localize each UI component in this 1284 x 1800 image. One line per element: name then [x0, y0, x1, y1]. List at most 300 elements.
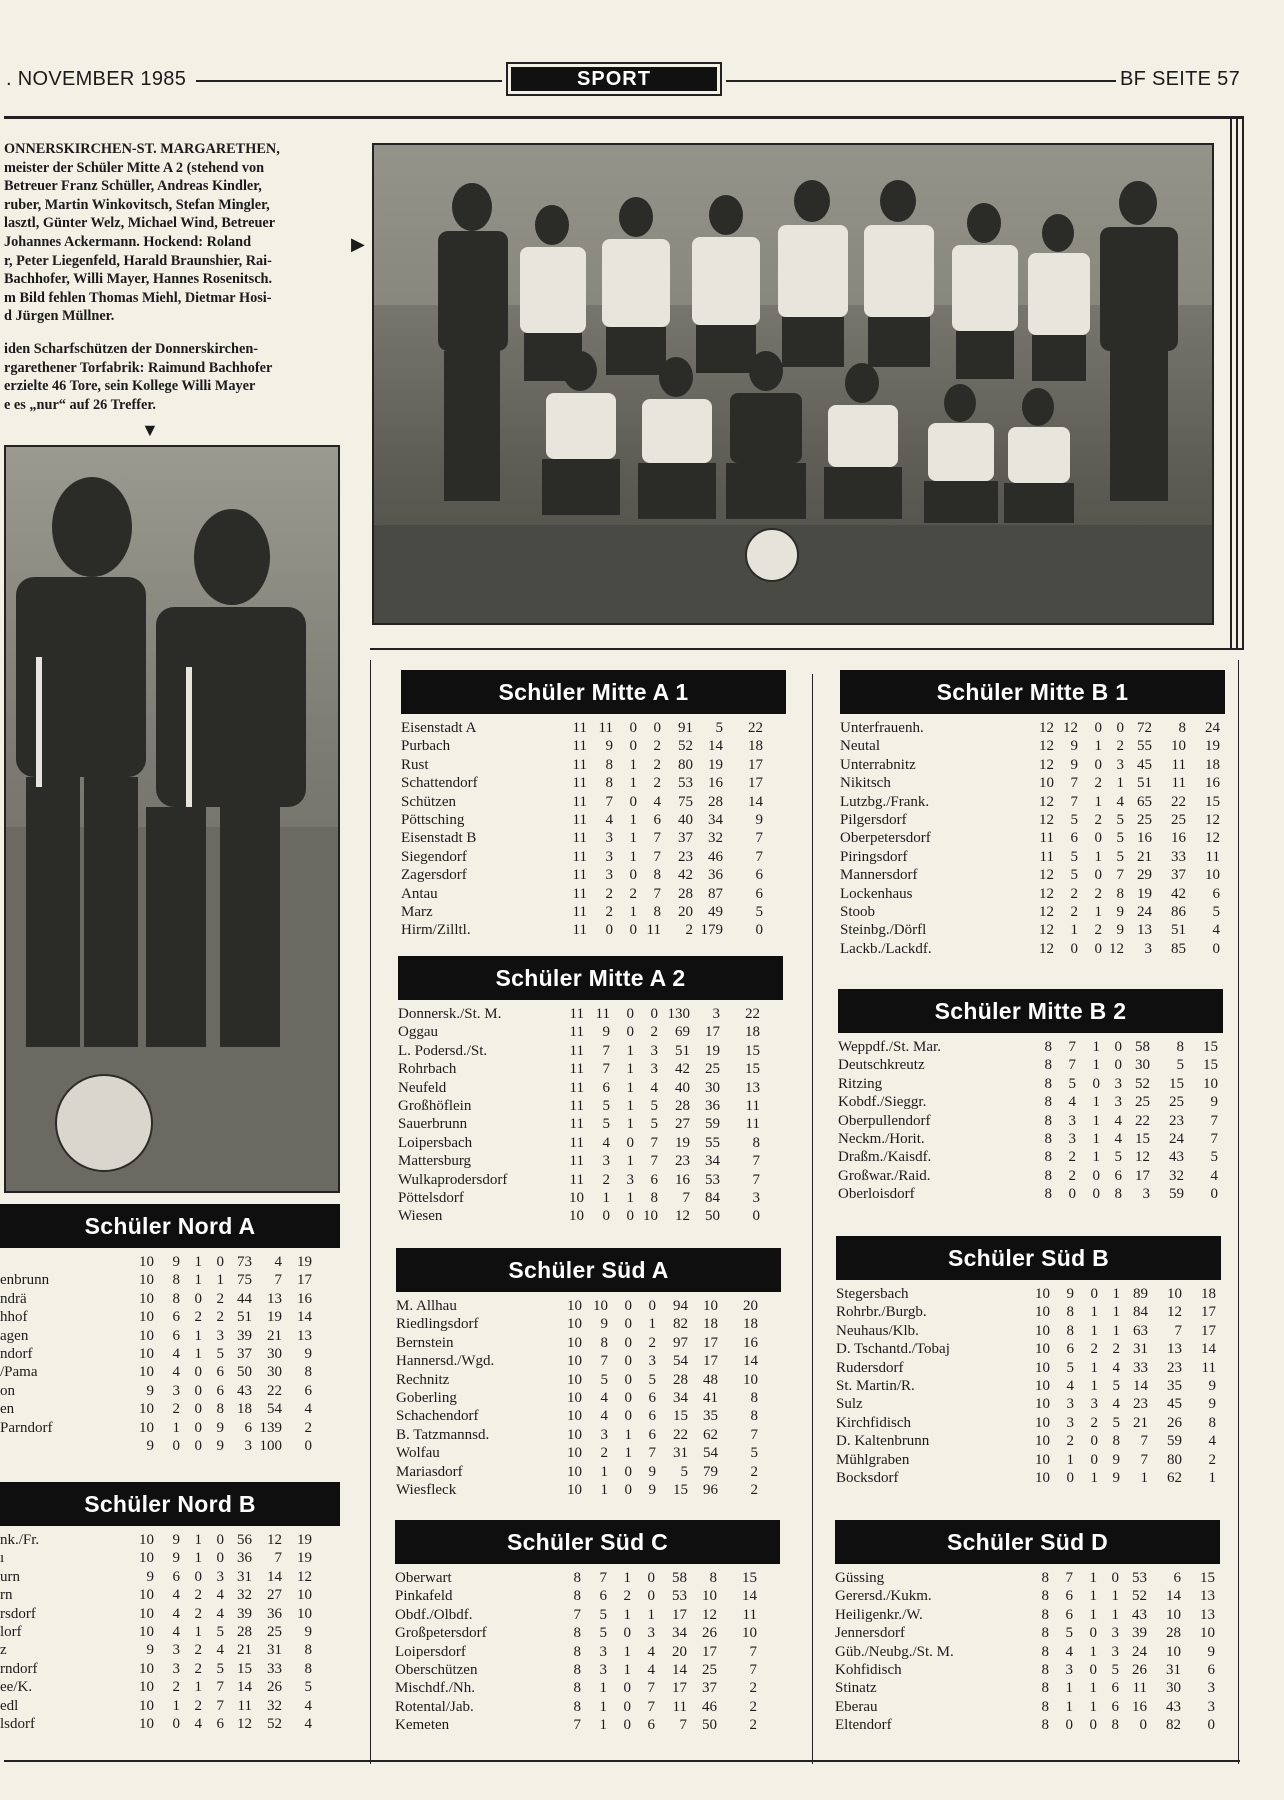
- team-name: Bernstein: [396, 1334, 454, 1351]
- losses: 4: [1112, 1396, 1120, 1413]
- draws: 0: [1092, 1186, 1100, 1203]
- points: 14: [742, 1588, 757, 1605]
- wins: 5: [602, 1097, 610, 1114]
- losses: 9: [1116, 903, 1124, 920]
- table-row: [396, 1371, 781, 1389]
- points: 9: [304, 1345, 312, 1362]
- points: 9: [1207, 1643, 1215, 1660]
- team-name: D. Tschantd./Tobaj: [836, 1341, 950, 1358]
- goals-for: 40: [675, 1079, 690, 1096]
- draws: 1: [194, 1254, 202, 1270]
- losses: 5: [216, 1623, 224, 1640]
- goals-against: 25: [1169, 1094, 1184, 1111]
- draws: 2: [194, 1605, 202, 1622]
- goals-against: 79: [703, 1463, 718, 1480]
- draws: 1: [1092, 1039, 1100, 1055]
- goals-for: 24: [1137, 903, 1152, 920]
- draws: 0: [629, 922, 637, 939]
- goals-for: 63: [1133, 1322, 1148, 1339]
- table-row: [0, 1605, 340, 1623]
- table-row: [835, 1698, 1220, 1716]
- table-row: [0, 1623, 340, 1641]
- team-name: Großwar./Raid.: [838, 1167, 931, 1184]
- table-row: [0, 1531, 340, 1549]
- wins: 4: [1068, 1094, 1076, 1111]
- wins: 2: [605, 885, 613, 902]
- games: 10: [567, 1389, 582, 1406]
- goals-against: 54: [267, 1401, 282, 1418]
- games: 11: [569, 1042, 584, 1059]
- draws: 0: [624, 1316, 632, 1333]
- table-nord-b: [0, 1482, 340, 1733]
- losses: 1: [1111, 1606, 1119, 1623]
- draws: 2: [623, 1588, 631, 1605]
- losses: 7: [647, 1680, 655, 1697]
- table-row: [836, 1395, 1221, 1413]
- goals-against: 26: [1167, 1414, 1182, 1431]
- table-row: [0, 1660, 340, 1678]
- draws: 1: [1092, 1057, 1100, 1074]
- points: 7: [755, 848, 763, 865]
- wins: 9: [605, 738, 613, 755]
- losses: 10: [643, 1208, 658, 1225]
- team-name: Rohrbach: [398, 1061, 457, 1078]
- table-row: [838, 1093, 1223, 1111]
- goals-for: 53: [1132, 1570, 1147, 1586]
- table-row: [836, 1451, 1221, 1469]
- wins: 1: [599, 1698, 607, 1715]
- draws: 0: [1090, 1433, 1098, 1450]
- losses: 6: [647, 1717, 655, 1734]
- draws: 4: [194, 1715, 202, 1732]
- table-row: [395, 1661, 780, 1679]
- wins: 8: [172, 1290, 180, 1307]
- goals-against: 6: [1173, 1570, 1181, 1586]
- draws: 0: [1089, 1717, 1097, 1734]
- table-sued-b: [836, 1236, 1221, 1487]
- goals-for: 12: [675, 1208, 690, 1225]
- wins: 1: [1065, 1698, 1073, 1715]
- losses: 1: [1112, 1286, 1120, 1302]
- goals-against: 59: [705, 1116, 720, 1133]
- losses: 2: [1112, 1341, 1120, 1358]
- goals-for: 32: [237, 1587, 252, 1604]
- wins: 4: [602, 1134, 610, 1151]
- table-row: [840, 921, 1225, 939]
- table-row: [0, 1715, 340, 1733]
- goals-for: 58: [1135, 1039, 1150, 1055]
- wins: 3: [172, 1660, 180, 1677]
- draws: 0: [194, 1290, 202, 1307]
- draws: 1: [1094, 848, 1102, 865]
- points: 17: [748, 775, 763, 792]
- table-row: [0, 1549, 340, 1567]
- games: 10: [567, 1481, 582, 1498]
- losses: 6: [1111, 1680, 1119, 1697]
- goals-against: 82: [1166, 1717, 1181, 1734]
- table-row: [0, 1641, 340, 1659]
- losses: 6: [653, 811, 661, 828]
- team-photo: [372, 143, 1214, 625]
- points: 9: [1208, 1396, 1216, 1413]
- games: 8: [573, 1588, 581, 1605]
- goals-against: 23: [1169, 1112, 1184, 1129]
- goals-for: 72: [1137, 720, 1152, 736]
- caption-line: ruber, Martin Winkovitsch, Stefan Mingler,: [4, 196, 270, 213]
- wins: 5: [602, 1116, 610, 1133]
- games: 10: [567, 1426, 582, 1443]
- losses: 7: [648, 1445, 656, 1462]
- right-frame-rule-2: [1236, 116, 1238, 650]
- table-row: [398, 1079, 783, 1097]
- games: 8: [1041, 1588, 1049, 1605]
- goals-for: 28: [237, 1623, 252, 1640]
- wins: 4: [172, 1605, 180, 1622]
- team-name: Großpetersdorf: [395, 1625, 487, 1642]
- losses: 5: [1114, 1149, 1122, 1166]
- losses: 7: [653, 885, 661, 902]
- wins: 3: [605, 867, 613, 884]
- goals-for: 20: [678, 903, 693, 920]
- goals-for: 15: [673, 1481, 688, 1498]
- goals-for: 84: [1133, 1304, 1148, 1321]
- team-name: Mariasdorf: [396, 1463, 463, 1480]
- wins: 2: [172, 1401, 180, 1418]
- points: 7: [749, 1643, 757, 1660]
- goals-against: 25: [702, 1661, 717, 1678]
- games: 8: [1044, 1039, 1052, 1055]
- losses: 0: [1116, 720, 1124, 736]
- points: 15: [1205, 793, 1220, 810]
- points: 17: [297, 1272, 312, 1289]
- draws: 2: [1090, 1414, 1098, 1431]
- losses: 9: [216, 1437, 224, 1454]
- table-row: [398, 1152, 783, 1170]
- points: 5: [304, 1679, 312, 1696]
- points: 19: [297, 1254, 312, 1270]
- table-row: [396, 1426, 781, 1444]
- points: 24: [1205, 720, 1220, 736]
- wins: 3: [1065, 1661, 1073, 1678]
- losses: 1: [1111, 1588, 1119, 1605]
- goals-for: 52: [1135, 1075, 1150, 1092]
- points: 0: [304, 1437, 312, 1454]
- losses: 5: [1112, 1414, 1120, 1431]
- games: 10: [1035, 1341, 1050, 1358]
- scorers-photo-caption: [4, 340, 344, 414]
- points: 5: [755, 903, 763, 920]
- draws: 0: [1092, 1167, 1100, 1184]
- draws: 1: [1089, 1570, 1097, 1586]
- wins: 2: [1070, 885, 1078, 902]
- goals-against: 17: [705, 1024, 720, 1041]
- points: 11: [1201, 1359, 1216, 1376]
- team-name: Schattendorf: [401, 775, 478, 792]
- wins: 7: [1070, 775, 1078, 792]
- team-name: Loipersdorf: [395, 1643, 466, 1660]
- draws: 0: [624, 1298, 632, 1314]
- draws: 0: [1094, 830, 1102, 847]
- goals-against: 35: [703, 1408, 718, 1425]
- wins: 7: [602, 1061, 610, 1078]
- table-row: [395, 1698, 780, 1716]
- goals-against: 52: [267, 1715, 282, 1732]
- points: 15: [1203, 1039, 1218, 1055]
- goals-against: 53: [705, 1171, 720, 1188]
- losses: 7: [653, 848, 661, 865]
- goals-for: 56: [237, 1532, 252, 1548]
- wins: 3: [172, 1382, 180, 1399]
- goals-for: 7: [679, 1717, 687, 1734]
- table-row: [395, 1606, 780, 1624]
- losses: 4: [653, 793, 661, 810]
- goals-against: 55: [705, 1134, 720, 1151]
- goals-against: 179: [700, 922, 723, 939]
- wins: 9: [602, 1024, 610, 1041]
- draws: 1: [626, 1042, 634, 1059]
- goals-for: 12: [1135, 1149, 1150, 1166]
- table-row: [395, 1643, 780, 1661]
- goals-against: 36: [705, 1097, 720, 1114]
- wins: 0: [172, 1715, 180, 1732]
- losses: 5: [1116, 848, 1124, 865]
- goals-for: 39: [237, 1327, 252, 1344]
- team-name: /Pama: [0, 1364, 38, 1381]
- points: 9: [755, 811, 763, 828]
- team-name: Lackb./Lackdf.: [840, 940, 932, 957]
- points: 4: [1210, 1167, 1218, 1184]
- team-name: D. Kaltenbrunn: [836, 1433, 930, 1450]
- games: 11: [569, 1024, 584, 1041]
- draws: 1: [1092, 1112, 1100, 1129]
- games: 10: [567, 1316, 582, 1333]
- goals-for: 42: [678, 867, 693, 884]
- draws: 1: [626, 1189, 634, 1206]
- goals-for: 45: [1137, 756, 1152, 773]
- section-label-box: [506, 62, 722, 96]
- losses: 5: [1116, 811, 1124, 828]
- team-name: rsdorf: [0, 1605, 36, 1622]
- games: 11: [569, 1134, 584, 1151]
- wins: 6: [1070, 830, 1078, 847]
- goals-against: 26: [267, 1679, 282, 1696]
- goals-against: 80: [1167, 1451, 1182, 1468]
- goals-for: 75: [678, 793, 693, 810]
- goals-for: 69: [675, 1024, 690, 1041]
- draws: 1: [1090, 1469, 1098, 1486]
- table-row: [836, 1432, 1221, 1450]
- team-name: ndrä: [0, 1290, 27, 1307]
- draws: 0: [194, 1419, 202, 1436]
- table-row: [401, 737, 786, 755]
- losses: 1: [648, 1316, 656, 1333]
- goals-against: 34: [705, 1153, 720, 1170]
- goals-against: 50: [705, 1208, 720, 1225]
- draws: 1: [194, 1550, 202, 1567]
- draws: 1: [623, 1643, 631, 1660]
- losses: 0: [1114, 1039, 1122, 1055]
- games: 8: [1041, 1680, 1049, 1697]
- table-row: [0, 1271, 340, 1289]
- losses: 0: [648, 1298, 656, 1314]
- table-row: [398, 1207, 783, 1225]
- table-row: [835, 1624, 1220, 1642]
- goals-against: 36: [267, 1605, 282, 1622]
- goals-against: 35: [1167, 1377, 1182, 1394]
- team-name: Rohrbr./Burgb.: [836, 1304, 927, 1321]
- caption-line: meister der Schüler Mitte A 2 (stehend von: [4, 159, 265, 176]
- issue-date: . NOVEMBER 1985: [6, 68, 187, 90]
- wins: 2: [600, 1445, 608, 1462]
- losses: 7: [653, 830, 661, 847]
- table-row: [838, 1167, 1223, 1185]
- goals-against: 33: [267, 1660, 282, 1677]
- goals-against: 23: [1167, 1359, 1182, 1376]
- table-row: [0, 1290, 340, 1308]
- wins: 9: [172, 1532, 180, 1548]
- table-row: [401, 903, 786, 921]
- team-name: Großhöflein: [398, 1097, 472, 1114]
- goals-against: 30: [267, 1345, 282, 1362]
- goals-for: 14: [237, 1679, 252, 1696]
- losses: 6: [216, 1364, 224, 1381]
- losses: 4: [216, 1587, 224, 1604]
- points: 12: [297, 1568, 312, 1585]
- table-row: [0, 1586, 340, 1604]
- draws: 1: [1089, 1698, 1097, 1715]
- draws: 1: [629, 811, 637, 828]
- goals-for: 21: [1137, 848, 1152, 865]
- goals-for: 13: [1137, 922, 1152, 939]
- draws: 1: [629, 775, 637, 792]
- goals-for: 7: [1140, 1451, 1148, 1468]
- points: 8: [304, 1660, 312, 1677]
- table-row: [836, 1340, 1221, 1358]
- draws: 1: [629, 903, 637, 920]
- table-row: [0, 1400, 340, 1418]
- caption-line: ONNERSKIRCHEN-ST. MARGARETHEN,: [4, 141, 280, 157]
- team-name: Riedlingsdorf: [396, 1316, 479, 1333]
- team-name: Wolfau: [396, 1445, 440, 1462]
- table-row: [0, 1419, 340, 1437]
- team-name: Mischdf./Nh.: [395, 1680, 475, 1697]
- wins: 0: [1070, 940, 1078, 957]
- table-row: [398, 1115, 783, 1133]
- team-name: Antau: [401, 885, 438, 902]
- losses: 8: [650, 1189, 658, 1206]
- table-row: [840, 829, 1225, 847]
- table-row: [398, 1134, 783, 1152]
- section-label: SPORT: [511, 67, 717, 91]
- team-name: Kemeten: [395, 1717, 450, 1734]
- points: 9: [304, 1623, 312, 1640]
- wins: 7: [1065, 1570, 1073, 1586]
- points: 4: [304, 1697, 312, 1714]
- losses: 2: [653, 738, 661, 755]
- team-name: agen: [0, 1327, 29, 1344]
- draws: 0: [1094, 720, 1102, 736]
- points: 14: [748, 793, 763, 810]
- table-row: [398, 1005, 783, 1023]
- wins: 2: [172, 1679, 180, 1696]
- points: 9: [1210, 1094, 1218, 1111]
- losses: 3: [648, 1353, 656, 1370]
- losses: 3: [1114, 1094, 1122, 1111]
- draws: 0: [624, 1481, 632, 1498]
- table-mitte-b2: [838, 989, 1223, 1204]
- team-name: St. Martin/R.: [836, 1377, 915, 1394]
- losses: 0: [647, 1570, 655, 1586]
- games: 10: [139, 1290, 154, 1307]
- points: 5: [1210, 1149, 1218, 1166]
- table-title: Schüler Mitte A 2: [398, 956, 783, 1000]
- team-name: Pilgersdorf: [840, 811, 907, 828]
- draws: 0: [626, 1134, 634, 1151]
- table-row: [395, 1624, 780, 1642]
- wins: 1: [172, 1419, 180, 1436]
- goals-for: 43: [1132, 1606, 1147, 1623]
- games: 10: [139, 1364, 154, 1381]
- games: 12: [1039, 811, 1054, 828]
- goals-against: 30: [705, 1079, 720, 1096]
- wins: 3: [1066, 1396, 1074, 1413]
- header-rule-left: [196, 80, 502, 82]
- games: 12: [1039, 885, 1054, 902]
- games: 11: [1039, 830, 1054, 847]
- points: 19: [297, 1550, 312, 1567]
- team-name: Parndorf: [0, 1419, 53, 1436]
- draws: 0: [626, 1006, 634, 1022]
- wins: 3: [1068, 1112, 1076, 1129]
- games: 9: [146, 1568, 154, 1585]
- table-rows: [398, 1005, 783, 1226]
- points: 0: [1207, 1717, 1215, 1734]
- draws: 2: [194, 1697, 202, 1714]
- wins: 4: [172, 1623, 180, 1640]
- draws: 0: [623, 1625, 631, 1642]
- games: 8: [1041, 1625, 1049, 1642]
- losses: 4: [650, 1079, 658, 1096]
- points: 5: [750, 1445, 758, 1462]
- losses: 3: [650, 1061, 658, 1078]
- losses: 3: [1116, 756, 1124, 773]
- table-row: [838, 1075, 1223, 1093]
- games: 8: [1041, 1606, 1049, 1623]
- draws: 1: [626, 1153, 634, 1170]
- team-name: Neckm./Horit.: [838, 1130, 925, 1147]
- caption-line: m Bild fehlen Thomas Miehl, Dietmar Hosi-: [4, 289, 272, 306]
- draws: 0: [1092, 1075, 1100, 1092]
- team-name: Weppdf./St. Mar.: [838, 1039, 941, 1055]
- team-name: L. Podersd./St.: [398, 1042, 488, 1059]
- goals-against: 32: [267, 1697, 282, 1714]
- wins: 1: [600, 1463, 608, 1480]
- table-row: [835, 1606, 1220, 1624]
- draws: 0: [194, 1568, 202, 1585]
- team-name: Zagersdorf: [401, 867, 467, 884]
- goals-for: 97: [673, 1334, 688, 1351]
- points: 2: [1208, 1451, 1216, 1468]
- points: 1: [1208, 1469, 1216, 1486]
- wins: 8: [600, 1334, 608, 1351]
- games: 12: [1039, 720, 1054, 736]
- games: 11: [569, 1171, 584, 1188]
- table-title: Schüler Süd C: [395, 1520, 780, 1564]
- wins: 4: [1065, 1643, 1073, 1660]
- caption-line: lasztl, Günter Welz, Michael Wind, Betreuer: [4, 215, 276, 232]
- games: 8: [573, 1625, 581, 1642]
- games: 10: [139, 1254, 154, 1270]
